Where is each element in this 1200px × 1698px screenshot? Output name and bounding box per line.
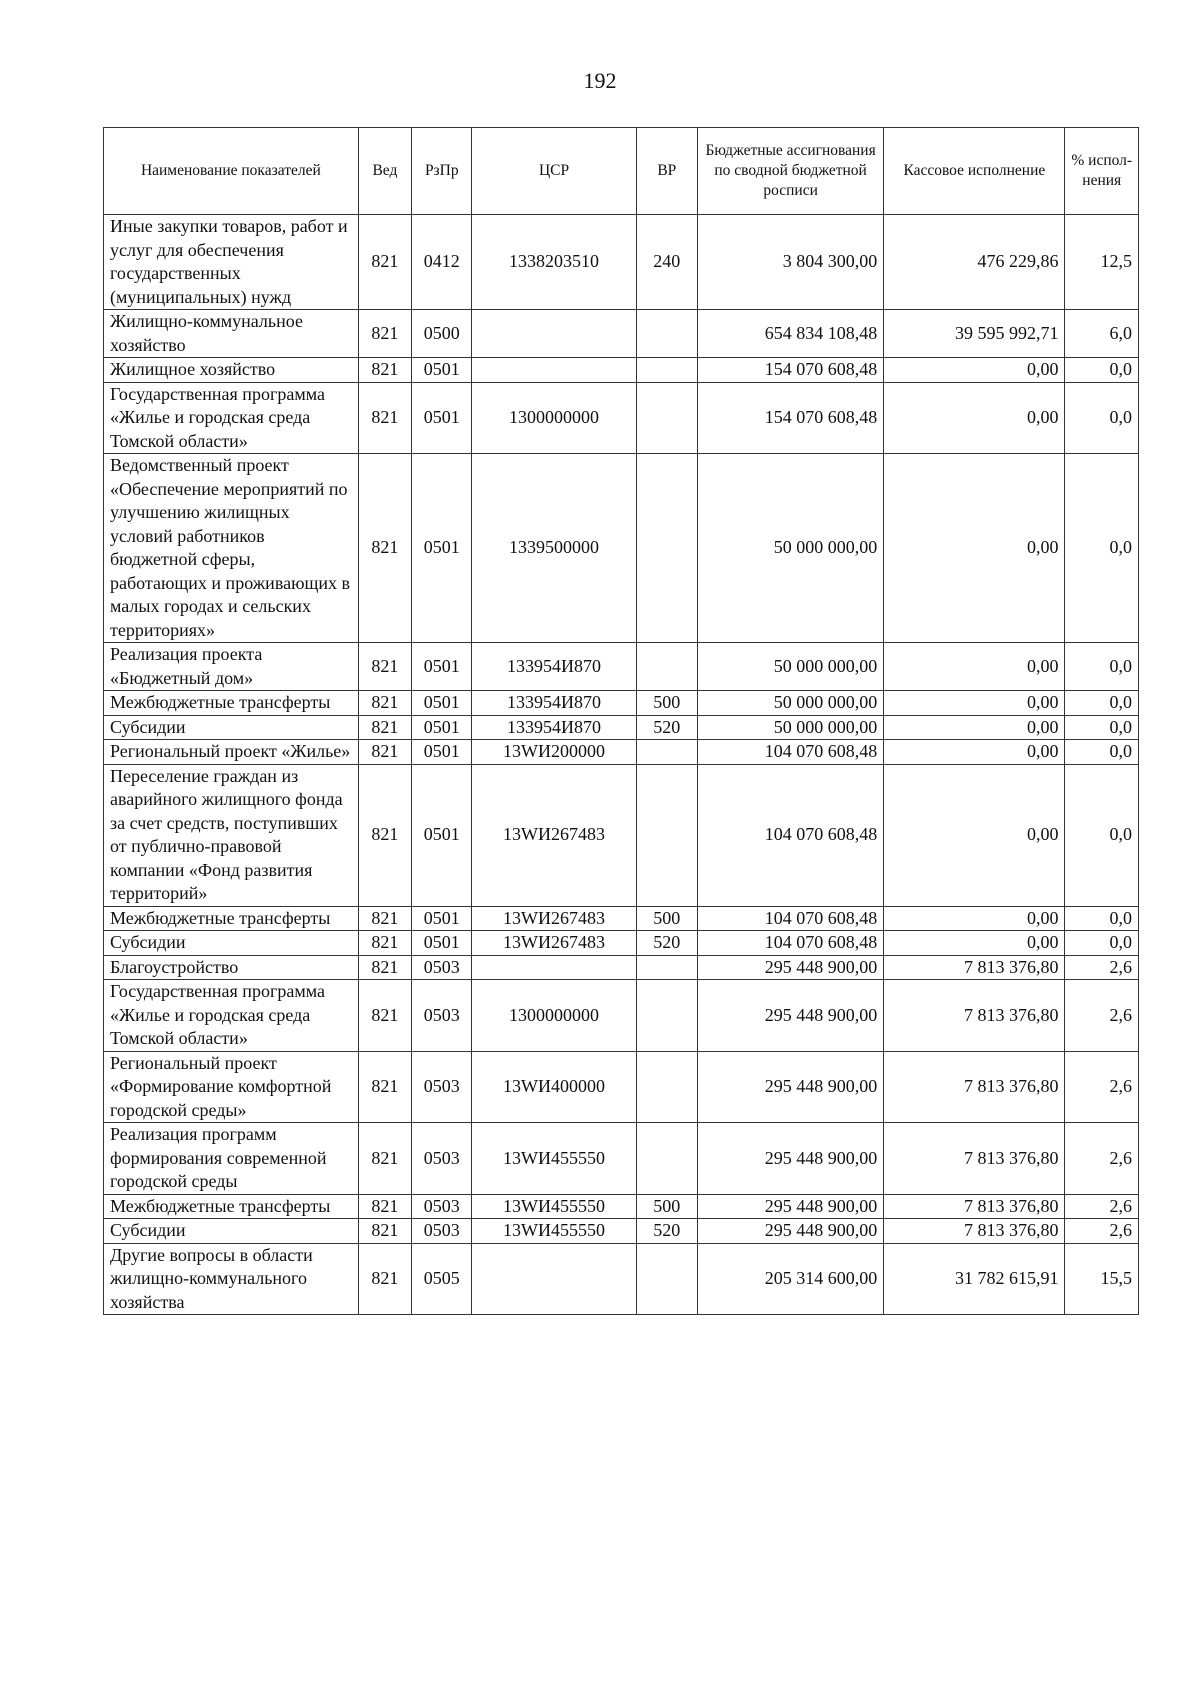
cell-name: Субсидии [104, 715, 359, 740]
cell-name: Межбюджетные трансферты [104, 691, 359, 716]
cell-cash-execution: 7 813 376,80 [884, 1194, 1065, 1219]
table-row [104, 955, 1139, 980]
cell-rzpr: 0501 [412, 382, 472, 454]
table-row [104, 215, 1139, 310]
cell-cash-execution: 0,00 [884, 906, 1065, 931]
cell-name: Ведомственный проект «Обеспечение мероприятий по улучшению жилищных условий работников бюджетной сферы, работающих и проживающих в малых городах и сельских территориях» [104, 454, 359, 643]
table-row [104, 1219, 1139, 1244]
cell-assignments: 50 000 000,00 [698, 691, 884, 716]
cell-assignments: 3 804 300,00 [698, 215, 884, 310]
cell-rzpr: 0501 [412, 691, 472, 716]
cell-cash-execution: 0,00 [884, 931, 1065, 956]
cell-percent: 2,6 [1065, 1123, 1139, 1195]
cell-cash-execution: 7 813 376,80 [884, 1219, 1065, 1244]
cell-assignments: 295 448 900,00 [698, 1051, 884, 1123]
cell-percent: 0,0 [1065, 931, 1139, 956]
cell-cash-execution: 0,00 [884, 358, 1065, 383]
cell-rzpr: 0500 [412, 310, 472, 358]
cell-name: Другие вопросы в области жилищно-коммунального хозяйства [104, 1243, 359, 1315]
cell-rzpr: 0501 [412, 643, 472, 691]
cell-ved: 821 [358, 1219, 411, 1244]
cell-name: Региональный проект «Формирование комфортной городской среды» [104, 1051, 359, 1123]
header-assignments: Бюджетные ассигнования по сводной бюджетной росписи [698, 128, 884, 215]
cell-csr: 133954И870 [472, 691, 636, 716]
cell-vr [636, 454, 697, 643]
cell-cash-execution: 0,00 [884, 715, 1065, 740]
cell-csr: 13WИ400000 [472, 1051, 636, 1123]
cell-percent: 2,6 [1065, 955, 1139, 980]
cell-csr [472, 358, 636, 383]
cell-vr: 520 [636, 715, 697, 740]
cell-csr: 13WИ200000 [472, 740, 636, 765]
cell-ved: 821 [358, 1194, 411, 1219]
cell-percent: 0,0 [1065, 906, 1139, 931]
cell-name: Субсидии [104, 931, 359, 956]
cell-assignments: 104 070 608,48 [698, 740, 884, 765]
cell-percent: 2,6 [1065, 980, 1139, 1052]
cell-assignments: 154 070 608,48 [698, 382, 884, 454]
header-name: Наименование показателей [104, 128, 359, 215]
cell-cash-execution: 39 595 992,71 [884, 310, 1065, 358]
cell-name: Межбюджетные трансферты [104, 906, 359, 931]
cell-vr [636, 764, 697, 906]
cell-percent: 0,0 [1065, 715, 1139, 740]
cell-rzpr: 0503 [412, 955, 472, 980]
header-percent: % испол- нения [1065, 128, 1139, 215]
cell-name: Благоустройство [104, 955, 359, 980]
cell-assignments: 50 000 000,00 [698, 454, 884, 643]
cell-rzpr: 0501 [412, 906, 472, 931]
table-row [104, 906, 1139, 931]
cell-percent: 0,0 [1065, 643, 1139, 691]
cell-cash-execution: 0,00 [884, 691, 1065, 716]
table-row [104, 1194, 1139, 1219]
cell-ved: 821 [358, 715, 411, 740]
header-rzpr: РзПр [412, 128, 472, 215]
cell-csr: 13WИ267483 [472, 931, 636, 956]
cell-percent: 0,0 [1065, 740, 1139, 765]
cell-assignments: 50 000 000,00 [698, 715, 884, 740]
header-csr: ЦСР [472, 128, 636, 215]
table-row [104, 764, 1139, 906]
table-row [104, 358, 1139, 383]
cell-percent: 2,6 [1065, 1219, 1139, 1244]
cell-percent: 12,5 [1065, 215, 1139, 310]
cell-assignments: 295 448 900,00 [698, 1194, 884, 1219]
header-vr: ВР [636, 128, 697, 215]
table-row [104, 1123, 1139, 1195]
budget-table [103, 127, 1139, 1315]
cell-vr [636, 358, 697, 383]
cell-ved: 821 [358, 691, 411, 716]
cell-assignments: 295 448 900,00 [698, 980, 884, 1052]
cell-csr: 1339500000 [472, 454, 636, 643]
cell-percent: 0,0 [1065, 764, 1139, 906]
cell-cash-execution: 7 813 376,80 [884, 1051, 1065, 1123]
cell-name: Межбюджетные трансферты [104, 1194, 359, 1219]
cell-percent: 0,0 [1065, 691, 1139, 716]
cell-csr: 13WИ455550 [472, 1194, 636, 1219]
cell-vr [636, 980, 697, 1052]
cell-rzpr: 0505 [412, 1243, 472, 1315]
table-row [104, 454, 1139, 643]
cell-percent: 2,6 [1065, 1194, 1139, 1219]
cell-rzpr: 0503 [412, 1194, 472, 1219]
cell-csr: 13WИ267483 [472, 906, 636, 931]
cell-assignments: 50 000 000,00 [698, 643, 884, 691]
cell-cash-execution: 7 813 376,80 [884, 1123, 1065, 1195]
table-row [104, 691, 1139, 716]
cell-name: Региональный проект «Жилье» [104, 740, 359, 765]
cell-name: Государственная программа «Жилье и городская среда Томской области» [104, 980, 359, 1052]
cell-percent: 2,6 [1065, 1051, 1139, 1123]
cell-assignments: 154 070 608,48 [698, 358, 884, 383]
cell-name: Субсидии [104, 1219, 359, 1244]
cell-ved: 821 [358, 980, 411, 1052]
cell-ved: 821 [358, 906, 411, 931]
cell-vr [636, 955, 697, 980]
cell-percent: 0,0 [1065, 454, 1139, 643]
cell-vr: 500 [636, 906, 697, 931]
header-ved: Вед [358, 128, 411, 215]
cell-vr: 500 [636, 1194, 697, 1219]
cell-csr: 13WИ455550 [472, 1219, 636, 1244]
cell-assignments: 104 070 608,48 [698, 906, 884, 931]
cell-assignments: 654 834 108,48 [698, 310, 884, 358]
cell-csr: 13WИ455550 [472, 1123, 636, 1195]
page-number: 192 [583, 68, 617, 93]
cell-rzpr: 0501 [412, 454, 472, 643]
cell-ved: 821 [358, 643, 411, 691]
cell-vr [636, 1123, 697, 1195]
cell-ved: 821 [358, 382, 411, 454]
cell-ved: 821 [358, 931, 411, 956]
cell-rzpr: 0503 [412, 1219, 472, 1244]
table-row [104, 382, 1139, 454]
cell-percent: 0,0 [1065, 358, 1139, 383]
cell-rzpr: 0503 [412, 1123, 472, 1195]
cell-name: Иные закупки товаров, работ и услуг для обеспечения государственных (муниципальных) нужд [104, 215, 359, 310]
cell-ved: 821 [358, 764, 411, 906]
table-row [104, 643, 1139, 691]
cell-cash-execution: 7 813 376,80 [884, 955, 1065, 980]
cell-vr [636, 1051, 697, 1123]
cell-csr [472, 1243, 636, 1315]
cell-rzpr: 0503 [412, 1051, 472, 1123]
cell-vr: 500 [636, 691, 697, 716]
cell-vr [636, 310, 697, 358]
table-row [104, 310, 1139, 358]
cell-rzpr: 0412 [412, 215, 472, 310]
table-row [104, 1051, 1139, 1123]
cell-assignments: 295 448 900,00 [698, 1123, 884, 1195]
cell-rzpr: 0501 [412, 764, 472, 906]
cell-ved: 821 [358, 1243, 411, 1315]
header-cash-execution: Кассовое исполнение [884, 128, 1065, 215]
cell-rzpr: 0501 [412, 358, 472, 383]
table-row [104, 980, 1139, 1052]
header-row [104, 128, 1139, 215]
cell-assignments: 295 448 900,00 [698, 1219, 884, 1244]
cell-vr [636, 1243, 697, 1315]
table-body [104, 215, 1139, 1315]
cell-vr: 520 [636, 1219, 697, 1244]
cell-csr: 133954И870 [472, 643, 636, 691]
cell-rzpr: 0501 [412, 740, 472, 765]
table-row [104, 931, 1139, 956]
cell-vr: 520 [636, 931, 697, 956]
cell-name: Государственная программа «Жилье и городская среда Томской области» [104, 382, 359, 454]
cell-percent: 0,0 [1065, 382, 1139, 454]
cell-csr [472, 310, 636, 358]
table-row [104, 715, 1139, 740]
cell-name: Переселение граждан из аварийного жилищного фонда за счет средств, поступивших от публично-правовой компании «Фонд развития территорий» [104, 764, 359, 906]
cell-assignments: 104 070 608,48 [698, 764, 884, 906]
cell-csr: 1300000000 [472, 980, 636, 1052]
cell-rzpr: 0501 [412, 715, 472, 740]
cell-vr [636, 382, 697, 454]
cell-ved: 821 [358, 215, 411, 310]
cell-rzpr: 0501 [412, 931, 472, 956]
cell-name: Жилищно-коммунальное хозяйство [104, 310, 359, 358]
cell-ved: 821 [358, 454, 411, 643]
cell-vr: 240 [636, 215, 697, 310]
cell-vr [636, 740, 697, 765]
table-row [104, 1243, 1139, 1315]
table-row [104, 740, 1139, 765]
cell-cash-execution: 0,00 [884, 643, 1065, 691]
cell-ved: 821 [358, 955, 411, 980]
cell-cash-execution: 0,00 [884, 764, 1065, 906]
cell-cash-execution: 0,00 [884, 382, 1065, 454]
cell-ved: 821 [358, 740, 411, 765]
cell-assignments: 295 448 900,00 [698, 955, 884, 980]
cell-vr [636, 643, 697, 691]
cell-assignments: 104 070 608,48 [698, 931, 884, 956]
cell-csr: 1338203510 [472, 215, 636, 310]
cell-cash-execution: 476 229,86 [884, 215, 1065, 310]
cell-cash-execution: 31 782 615,91 [884, 1243, 1065, 1315]
cell-ved: 821 [358, 310, 411, 358]
cell-csr: 13WИ267483 [472, 764, 636, 906]
cell-percent: 15,5 [1065, 1243, 1139, 1315]
cell-csr [472, 955, 636, 980]
cell-cash-execution: 7 813 376,80 [884, 980, 1065, 1052]
cell-ved: 821 [358, 1123, 411, 1195]
cell-assignments: 205 314 600,00 [698, 1243, 884, 1315]
cell-ved: 821 [358, 1051, 411, 1123]
cell-percent: 6,0 [1065, 310, 1139, 358]
cell-cash-execution: 0,00 [884, 454, 1065, 643]
cell-cash-execution: 0,00 [884, 740, 1065, 765]
cell-name: Жилищное хозяйство [104, 358, 359, 383]
cell-csr: 1300000000 [472, 382, 636, 454]
cell-ved: 821 [358, 358, 411, 383]
cell-csr: 133954И870 [472, 715, 636, 740]
cell-rzpr: 0503 [412, 980, 472, 1052]
cell-name: Реализация программ формирования современной городской среды [104, 1123, 359, 1195]
cell-name: Реализация проекта «Бюджетный дом» [104, 643, 359, 691]
